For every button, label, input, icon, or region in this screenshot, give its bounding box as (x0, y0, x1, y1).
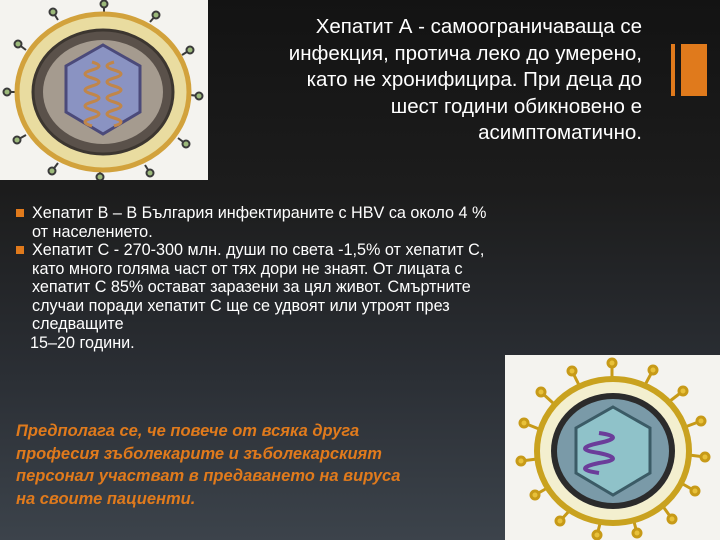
bullet-text: от населението. (32, 222, 153, 241)
bullet-marker-icon (16, 209, 24, 217)
slide-title (216, 14, 642, 147)
bullet-text: Хепатит С - 270-300 млн. души по света -1,5% от хепатит С, (32, 241, 485, 259)
title-line: асимптоматично. (478, 121, 642, 144)
title-line: Хепатит А - самоограничаваща се (315, 15, 642, 38)
bullet-hepatitis-c (16, 241, 616, 334)
title-line: като не хронифицира. При деца до (306, 68, 642, 91)
bullet-text: Хепатит В – В България инфектираните с HBV са около 4 % (32, 204, 487, 222)
closing-line: Предполага се, че повече от всяка друга (16, 422, 360, 440)
closing-line: на своите пациенти. (16, 489, 196, 508)
closing-statement (16, 420, 496, 510)
closing-line: професия зъболекарите и зъболекарският (16, 444, 382, 463)
bullet-text: случаи поради хепатит С ще се удвоят или утроят през (32, 296, 450, 315)
virus-illustration-top (0, 0, 208, 180)
bullet-continuation: 15–20 години. (30, 333, 135, 352)
accent-bar-thin (671, 44, 675, 96)
title-line: инфекция, протича леко до умерено, (288, 41, 642, 65)
closing-line: персонал участват в предаването на вируса (16, 467, 401, 485)
bullet-marker-icon (16, 246, 24, 254)
bullet-text: следващите (32, 315, 124, 333)
accent-bar-wide (681, 44, 707, 96)
bullet-text: хепатит С 85% остават заразени за цял живот. Смъртните (32, 278, 471, 296)
virus-icon (505, 355, 720, 540)
bullet-text: като много голяма част от тях дори не знаят. От лицата с (32, 259, 463, 278)
virus-icon (0, 0, 208, 180)
bullet-hepatitis-b (16, 204, 616, 241)
bullet-list (16, 204, 616, 352)
title-line: шест години обикновено е (390, 94, 642, 118)
virus-illustration-bottom (505, 355, 720, 540)
